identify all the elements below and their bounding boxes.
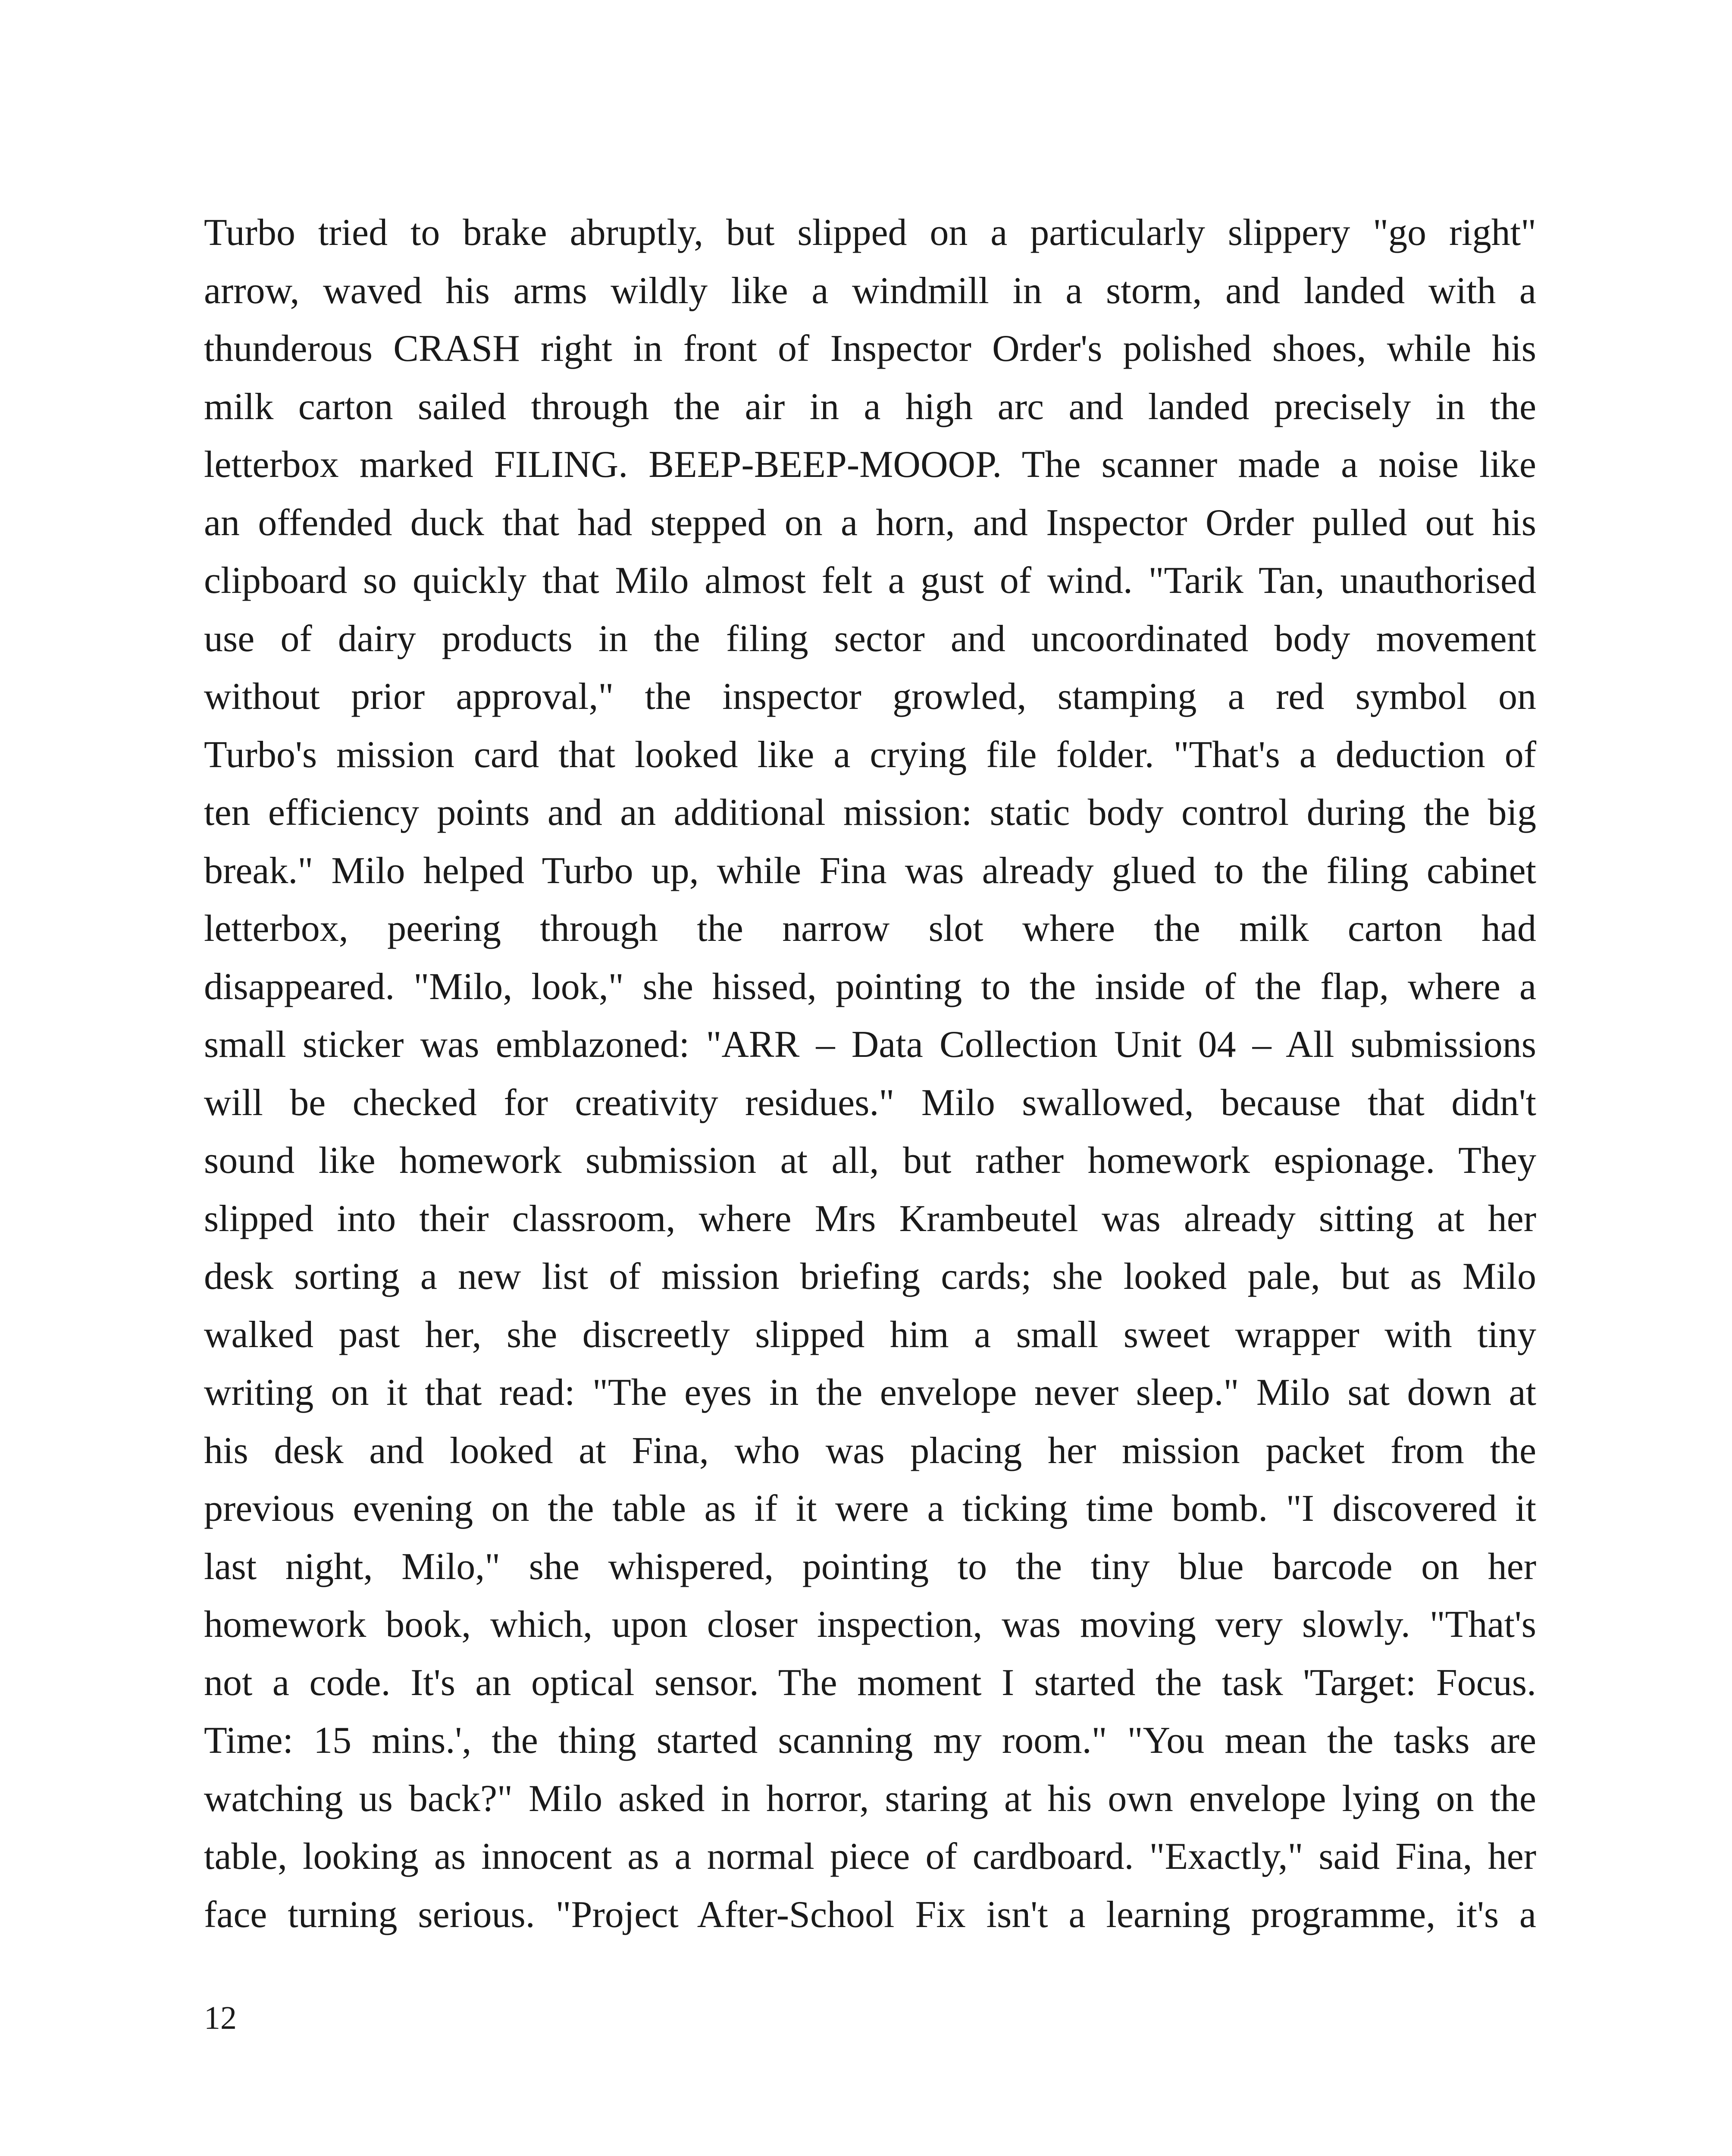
text-line: clipboard so quickly that Milo almost felt a gust of wind. "Tarik Tan, unauthorised: [204, 560, 1536, 602]
text-line: an offended duck that had stepped on a horn, and Inspector Order pulled out his: [204, 501, 1536, 544]
text-line: last night, Milo," she whispered, pointing to the tiny blue barcode on her: [204, 1545, 1536, 1588]
text-line: Time: 15 mins.', the thing started scanning my room." "You mean the tasks are: [204, 1720, 1536, 1761]
text-line: not a code. It's an optical sensor. The moment I started the task 'Target: Focus.: [204, 1661, 1536, 1704]
text-line: face turning serious. "Project After-School Fix isn't a learning programme, it's a: [204, 1893, 1536, 1936]
text-line: writing on it that read: "The eyes in the envelope never sleep." Milo sat down at: [204, 1372, 1536, 1413]
text-line: thunderous CRASH right in front of Inspector Order's polished shoes, while his: [204, 328, 1536, 370]
text-line: previous evening on the table as if it were a ticking time bomb. "I discovered it: [204, 1488, 1536, 1529]
text-line: without prior approval," the inspector growled, stamping a red symbol on: [204, 676, 1536, 718]
text-line: sound like homework submission at all, but rather homework espionage. They: [204, 1140, 1536, 1181]
page-number: 12: [204, 2000, 237, 2036]
text-line: milk carton sailed through the air in a high arc and landed precisely in the: [204, 385, 1536, 428]
text-line: letterbox, peering through the narrow slot where the milk carton had: [204, 908, 1536, 950]
text-line: break." Milo helped Turbo up, while Fina was already glued to the filing cabinet: [204, 849, 1536, 892]
text-line: watching us back?" Milo asked in horror, staring at his own envelope lying on the: [204, 1777, 1536, 1820]
text-line: letterbox marked FILING. BEEP-BEEP-MOOOP. The scanner made a noise like: [204, 444, 1536, 486]
text-line: small sticker was emblazoned: "ARR – Data Collection Unit 04 – All submissions: [204, 1024, 1536, 1065]
text-line: desk sorting a new list of mission briefing cards; she looked pale, but as Milo: [204, 1256, 1536, 1297]
text-line: Turbo's mission card that looked like a crying file folder. "That's a deduction of: [204, 733, 1536, 776]
text-line: his desk and looked at Fina, who was placing her mission packet from the: [204, 1429, 1536, 1472]
text-line: arrow, waved his arms wildly like a windmill in a storm, and landed with a: [204, 270, 1536, 312]
text-line: Turbo tried to brake abruptly, but slipped on a particularly slippery "go right": [204, 212, 1536, 254]
text-line: ten efficiency points and an additional mission: static body control during the big: [204, 792, 1536, 834]
text-line: disappeared. "Milo, look," she hissed, pointing to the inside of the flap, where a: [204, 965, 1536, 1008]
text-line: will be checked for creativity residues." Milo swallowed, because that didn't: [204, 1081, 1536, 1124]
text-line: homework book, which, upon closer inspection, was moving very slowly. "That's: [204, 1604, 1536, 1645]
text-line: table, looking as innocent as a normal piece of cardboard. "Exactly," said Fina, her: [204, 1836, 1536, 1877]
body-text: [204, 204, 1536, 1944]
text-line: use of dairy products in the filing sector and uncoordinated body movement: [204, 617, 1536, 660]
text-line: slipped into their classroom, where Mrs Krambeutel was already sitting at her: [204, 1197, 1536, 1240]
text-line: walked past her, she discreetly slipped him a small sweet wrapper with tiny: [204, 1313, 1536, 1356]
